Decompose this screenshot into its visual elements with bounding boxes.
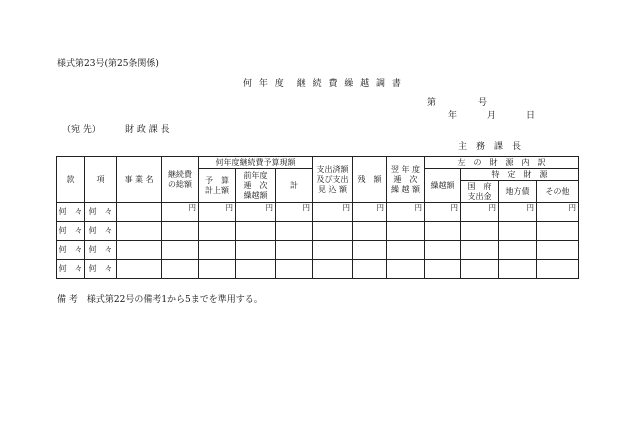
table-row	[57, 241, 579, 260]
note: 備 考 様式第22号の備考1から5までを準用する。	[57, 295, 263, 305]
yen-yosan-keijo: 円	[199, 203, 236, 222]
header-yokunendo	[387, 157, 425, 203]
header-yosan-group: 何年度継続費予算現額	[199, 157, 313, 169]
header-chihousai: 地方債	[499, 181, 537, 203]
row-kou: 何 々	[85, 222, 117, 241]
yen-chihousai: 円	[499, 203, 537, 222]
header-kokufu-line1: 国 府	[467, 181, 492, 191]
table-row	[57, 203, 579, 222]
yen-yokunendo: 円	[387, 203, 425, 222]
doc-number-prefix: 第	[427, 98, 437, 108]
header-yosan-keijo-line2: 計上額	[205, 185, 229, 195]
header-kei: 計	[276, 169, 313, 203]
header-shishutsu-line3: 見 込 額	[317, 184, 348, 194]
date-month: 月	[487, 111, 497, 121]
header-sonota: その他	[537, 181, 579, 203]
date-year: 年	[448, 111, 458, 121]
yen-sonota: 円	[537, 203, 579, 222]
header-yokunendo-line3: 繰 越 額	[390, 184, 421, 194]
row-kou: 何 々	[85, 241, 117, 260]
row-kan: 何 々	[57, 260, 85, 279]
header-yokunendo-line1: 翌 年 度	[390, 164, 421, 174]
row-kou: 何 々	[85, 260, 117, 279]
table-row	[57, 260, 579, 279]
yen-keizoku: 円	[162, 203, 199, 222]
header-keizoku-total	[162, 157, 199, 203]
header-kokufu-line2: 支出金	[467, 191, 492, 201]
header-zennendo-line1: 前年度	[243, 170, 268, 180]
header-shishutsu-line2: 及び支出	[316, 174, 349, 184]
carryover-table	[56, 156, 579, 279]
yen-kokufu: 円	[461, 203, 499, 222]
yen-kei: 円	[276, 203, 313, 222]
row-kan: 何 々	[57, 222, 85, 241]
form-number: 様式第23号(第25条関係)	[57, 59, 159, 69]
header-keizoku-line1: 継続費	[168, 169, 192, 179]
header-zennendo	[236, 169, 276, 203]
doc-number-suffix: 号	[478, 98, 488, 108]
header-keizoku-line2: の総額	[168, 179, 192, 189]
row-kan: 何 々	[57, 241, 85, 260]
header-shishutsu-line1: 支出済額	[316, 164, 349, 174]
yen-zennendo: 円	[236, 203, 276, 222]
header-shishutsu	[313, 157, 353, 203]
header-zangaku: 残 額	[353, 157, 387, 203]
header-zennendo-line2: 逓 次	[243, 180, 268, 190]
header-tokutei-group: 特 定 財 源	[461, 169, 579, 181]
header-zaigen-group: 左 の 財 源 内 訳	[425, 157, 579, 169]
document-title: 何 年 度 継 続 費 繰 越 調 書	[243, 79, 403, 89]
row-kan: 何 々	[57, 203, 85, 222]
row-jigyo	[117, 203, 162, 222]
header-kokufu	[461, 181, 499, 203]
header-kou: 項	[85, 157, 117, 203]
row-kou: 何 々	[85, 203, 117, 222]
yen-kurikoshi: 円	[425, 203, 461, 222]
header-kurikoshi: 繰越額	[425, 169, 461, 203]
header-jigyo: 事 業 名	[117, 157, 162, 203]
yen-zangaku: 円	[353, 203, 387, 222]
header-zennendo-line3: 繰越額	[243, 190, 268, 200]
header-yosan-keijo-line1: 予 算	[205, 175, 229, 185]
header-kan: 款	[57, 157, 85, 203]
date-day: 日	[526, 111, 536, 121]
table-row	[57, 222, 579, 241]
yen-shishutsu: 円	[313, 203, 353, 222]
header-yokunendo-line2: 逓 次	[393, 174, 418, 184]
addressee-label: （宛 先）	[62, 125, 101, 135]
sender-title: 主 務 課 長	[458, 142, 522, 152]
header-yosan-keijo	[199, 169, 236, 203]
addressee-name: 財 政 課 長	[125, 125, 170, 135]
